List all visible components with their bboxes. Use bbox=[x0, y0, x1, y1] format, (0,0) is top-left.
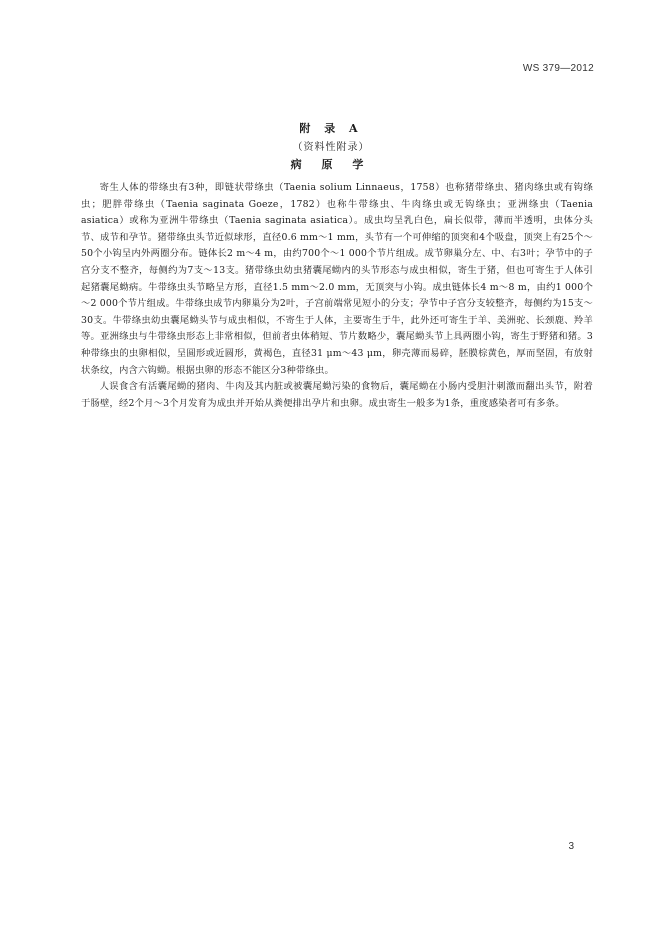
annex-label: 附 录 A bbox=[299, 122, 363, 135]
paragraph-morphology: 寄生人体的带绦虫有3种，即链状带绦虫（Taenia solium Linnaeus，1758）也称猪带绦虫、猪肉绦虫或有钩绦虫；肥胖带绦虫（Taenia saginata Goeze，1782）也称牛带绦虫、牛肉绦虫或无钩绦虫；亚洲绦虫（Taenia asiatica）或称为亚洲牛带绦虫（Taenia saginata asiatica）。成虫均呈乳白色，扁长似带，薄而半透明，虫体分头节、成节和孕节。猪带绦虫头节近似球形，直径0.6 mm～1 mm，头节有一个可伸缩的顶突和4个吸盘，顶突上有25个～50个小钩呈内外两圈分布。链体长2 m～4 m，由约700个～1 000个节片组成。成节卵巢分左、中、右3叶；孕节中的子宫分支不整齐，每侧约为7支～13支。猪带绦虫幼虫猪囊尾蚴内的头节形态与成虫相似，寄生于猪，但也可寄生于人体引起猪囊尾蚴病。牛带绦虫头节略呈方形，直径1.5 mm～2.0 mm，无顶突与小钩。成虫链体长4 m～8 m，由约1 000个～2 000个节片组成。牛带绦虫成节内卵巢分为2叶，子宫前端常见短小的分支；孕节中子宫分支较整齐，每侧约为15支～30支。牛带绦虫幼虫囊尾蚴头节与成虫相似，不寄生于人体，主要寄生于牛，此外还可寄生于羊、美洲驼、长颈鹿、羚羊等。亚洲绦虫与牛带绦虫形态上非常相似，但前者虫体稍短、节片数略少，囊尾蚴头节上具两圈小钩，寄生于野猪和猪。3种带绦虫的虫卵相似，呈圆形或近圆形，黄褐色，直径31 μm～43 μm，卵壳薄而易碎，胚膜棕黄色，厚而坚固，有放射状条纹，内含六钩蚴。根据虫卵的形态不能区分3种带绦虫。 bbox=[81, 182, 593, 376]
annex-title: 病 原 学 bbox=[290, 158, 372, 171]
page-number: 3 bbox=[568, 841, 574, 852]
body-text bbox=[81, 180, 593, 412]
annex-type: （资料性附录） bbox=[292, 142, 370, 153]
standard-code: WS 379—2012 bbox=[522, 63, 594, 74]
paragraph-infection: 人误食含有活囊尾蚴的猪肉、牛肉及其内脏或被囊尾蚴污染的食物后，囊尾蚴在小肠内受胆汁刺激而翻出头节，附着于肠壁，经2个月～3个月发育为成虫并开始从粪便排出孕片和虫卵。成虫寄生一般多为1条，重度感染者可有多条。 bbox=[81, 381, 593, 409]
